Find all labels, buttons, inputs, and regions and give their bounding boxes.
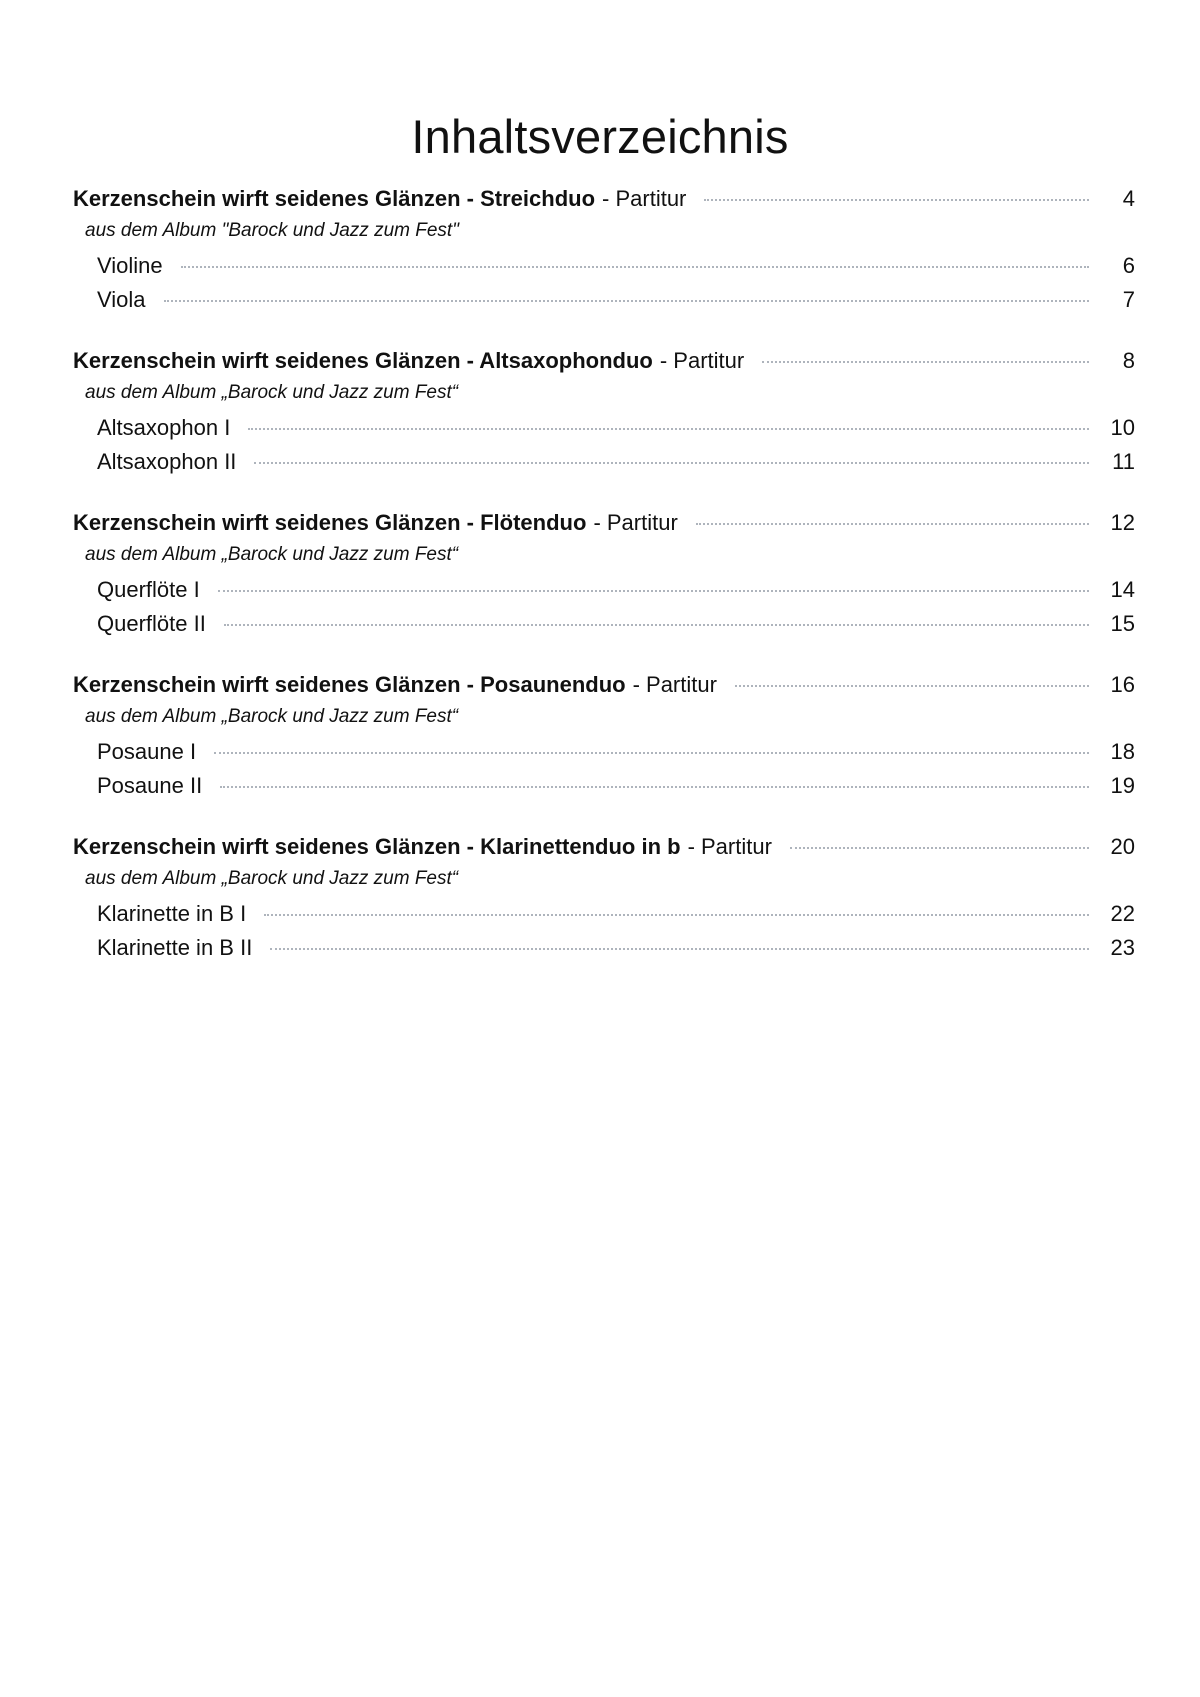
toc-entry-floetenduo <box>73 504 1135 641</box>
toc-main-row[interactable] <box>73 504 1135 542</box>
toc-part-title: Posaune II <box>97 773 203 798</box>
toc-page-number: 12 <box>1110 510 1135 535</box>
toc-part-row[interactable] <box>73 897 1135 931</box>
dotted-leader <box>224 623 1089 626</box>
toc-part-row[interactable] <box>73 931 1135 965</box>
toc-part-title: Posaune I <box>97 739 197 764</box>
dotted-leader <box>270 947 1089 950</box>
page-title: Inhaltsverzeichnis <box>411 110 789 164</box>
toc-part-title: Altsaxophon I <box>97 415 231 440</box>
toc-part-title: Altsaxophon II <box>97 449 237 474</box>
album-note: aus dem Album "Barock und Jazz zum Fest" <box>85 220 459 241</box>
toc-part-row[interactable] <box>73 445 1135 479</box>
toc-main-row[interactable] <box>73 666 1135 704</box>
toc-entry-title: Kerzenschein wirft seidenes Glänzen - Klarinettenduo in b <box>73 834 681 859</box>
toc-page-number: 6 <box>1122 253 1135 278</box>
toc-entry-streichduo <box>73 180 1135 317</box>
toc-part-row[interactable] <box>73 283 1135 317</box>
dotted-leader <box>164 299 1089 302</box>
dotted-leader <box>181 265 1089 268</box>
dotted-leader <box>762 360 1089 363</box>
toc-part-title: Viola <box>97 287 146 312</box>
toc-part-row[interactable] <box>73 769 1135 803</box>
toc-main-row[interactable] <box>73 342 1135 380</box>
toc-entry-title: Kerzenschein wirft seidenes Glänzen - Flötenduo <box>73 510 587 535</box>
toc-part-title: Violine <box>97 253 163 278</box>
toc-entry-title: Kerzenschein wirft seidenes Glänzen - Posaunenduo <box>73 672 626 697</box>
toc-page-number: 22 <box>1110 901 1135 926</box>
album-note: aus dem Album „Barock und Jazz zum Fest“ <box>85 706 459 727</box>
toc-entry-klarinettenduo <box>73 828 1135 965</box>
dotted-leader <box>220 785 1089 788</box>
toc-entry-posaunenduo <box>73 666 1135 803</box>
album-note: aus dem Album „Barock und Jazz zum Fest“ <box>85 544 459 565</box>
dotted-leader <box>214 751 1089 754</box>
dotted-leader <box>735 684 1089 687</box>
toc-main-row[interactable] <box>73 180 1135 218</box>
toc-part-row[interactable] <box>73 411 1135 445</box>
toc-page-number: 8 <box>1122 348 1135 373</box>
toc-part-row[interactable] <box>73 607 1135 641</box>
toc-entry-suffix: - Partitur <box>602 186 687 211</box>
dotted-leader <box>704 198 1089 201</box>
toc-entry-title: Kerzenschein wirft seidenes Glänzen - Streichduo <box>73 186 596 211</box>
dotted-leader <box>254 461 1089 464</box>
dotted-leader <box>248 427 1089 430</box>
toc-page-number: 14 <box>1110 577 1135 602</box>
toc-entry-suffix: - Partitur <box>632 672 717 697</box>
toc-page-number: 7 <box>1122 287 1135 312</box>
toc-page-number: 11 <box>1112 449 1135 474</box>
toc-entry-suffix: - Partitur <box>687 834 772 859</box>
toc-part-row[interactable] <box>73 735 1135 769</box>
toc-page-number: 10 <box>1110 415 1135 440</box>
toc-entry-suffix: - Partitur <box>593 510 678 535</box>
toc-part-row[interactable] <box>73 573 1135 607</box>
toc-part-title: Querflöte II <box>97 611 206 636</box>
toc-entry-title: Kerzenschein wirft seidenes Glänzen - Altsaxophonduo <box>73 348 653 373</box>
toc-page-number: 20 <box>1110 834 1135 859</box>
toc-entry-suffix: - Partitur <box>659 348 745 373</box>
dotted-leader <box>790 846 1089 849</box>
toc-page-number: 15 <box>1110 611 1135 636</box>
toc-part-title: Klarinette in B II <box>97 935 253 960</box>
toc-page-number: 19 <box>1110 773 1135 798</box>
toc-page-number: 16 <box>1110 672 1135 697</box>
toc-page-number: 23 <box>1110 935 1135 960</box>
toc-main-row[interactable] <box>73 828 1135 866</box>
dotted-leader <box>264 913 1089 916</box>
toc-page-number: 18 <box>1110 739 1135 764</box>
toc-entry-altsaxophonduo <box>73 342 1135 479</box>
album-note: aus dem Album „Barock und Jazz zum Fest“ <box>85 382 459 403</box>
table-of-contents <box>73 180 1135 990</box>
toc-page-number: 4 <box>1122 186 1135 211</box>
toc-part-title: Klarinette in B I <box>97 901 247 926</box>
dotted-leader <box>218 589 1089 592</box>
toc-part-row[interactable] <box>73 249 1135 283</box>
album-note: aus dem Album „Barock und Jazz zum Fest“ <box>85 868 459 889</box>
dotted-leader <box>696 522 1089 525</box>
toc-part-title: Querflöte I <box>97 577 200 602</box>
